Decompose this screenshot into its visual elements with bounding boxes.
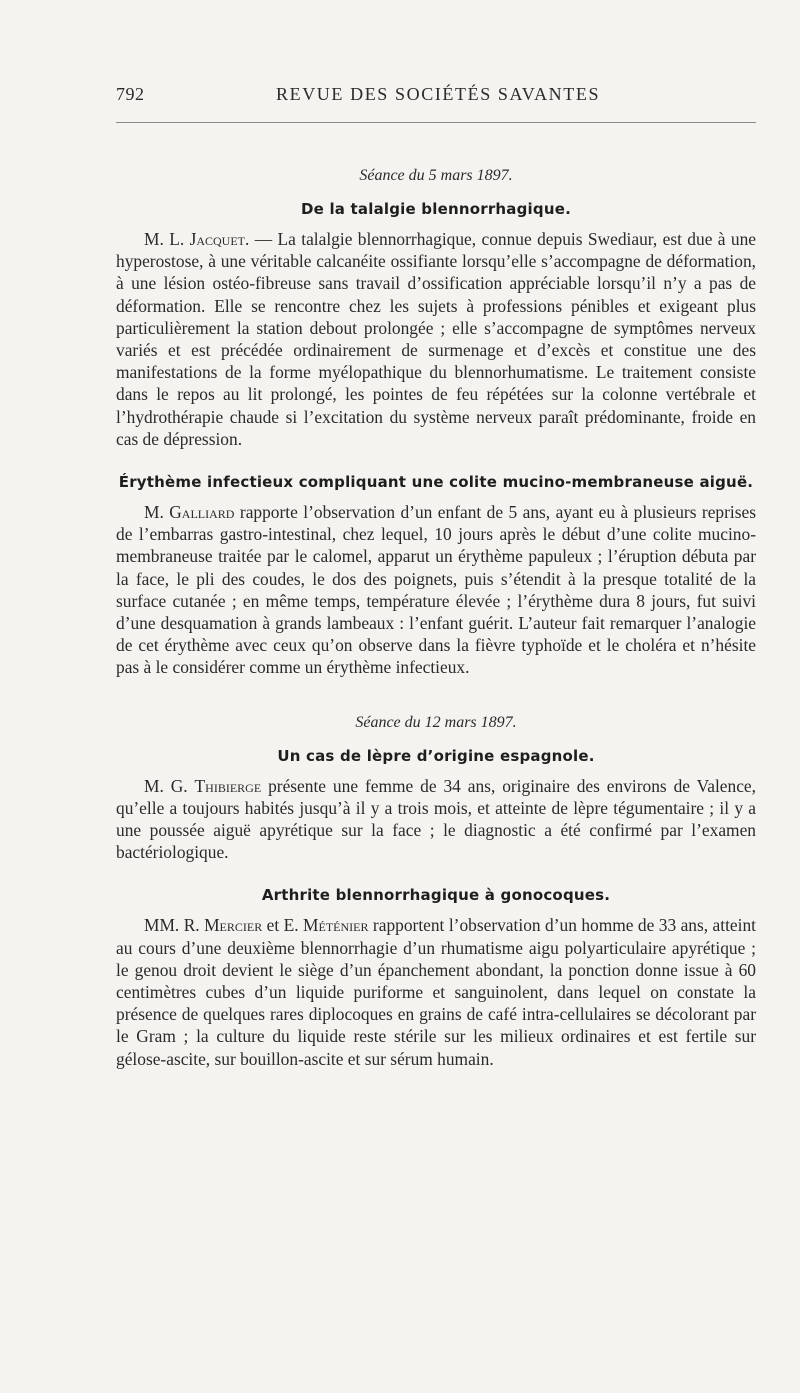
section-title: Érythème infectieux compliquant une colite mucino-membraneuse aiguë. bbox=[118, 473, 754, 492]
header-rule bbox=[116, 122, 756, 123]
page-header bbox=[116, 84, 756, 108]
author-prefix: M. bbox=[144, 502, 170, 523]
section-title: Arthrite blennorrhagique à gonocoques. bbox=[261, 886, 611, 905]
paragraph-text: rapportent l’observation d’un homme de 33 ans, atteint au cours d’une deuxième blennorrhagie d’un rhumatisme aigu polyarticulaire apyrétique ; le genou droit devient le siège d’un épanchement abondant, la ponction donne issue à 60 centimètres cubes d’un liquide puriforme et sanguinolent, dans lequel on constate la présence de quelques rares diplocoques en grains de café intra-cellulaires se décolorant par le Gram ; la culture du liquide reste stérile sur les milieux ordinaires et est fertile sur gélose-ascite, sur bouillon-ascite et sur sérum humain. bbox=[116, 915, 756, 1069]
section-paragraph bbox=[116, 228, 756, 450]
author-name: Mercier bbox=[204, 915, 263, 936]
section-paragraph bbox=[116, 775, 756, 864]
paragraph-text: . — La talalgie blennorrhagique, connue depuis Swediaur, est due à une hyperostose, à une véritable calcanéite ossifiante lorsqu’elle s’accompagne de déformation, à une lésion ostéo-fibreuse sans travail d’ossification appréciable lorsqu’il n’y a pas de déformation. Elle se rencontre chez les sujets à professions pénibles et exigeant plus particulièrement la station debout prolongée ; elle s’accompagne de symptômes nerveux variés et est précédée ordinairement de surmenage et d’excès et constitue une des manifestations de la forme myélopathique du blennorhumatisme. Le traitement consiste dans le repos au lit prolongé, les pointes de feu répétées sur la colonne vertébrale et l’hydrothérapie chaude si l’excitation du système nerveux paraît prédominante, froide en cas de dépression. bbox=[116, 229, 757, 449]
author-name: Jacquet bbox=[189, 229, 245, 249]
paragraph-text: rapporte l’observation d’un enfant de 5 ans, ayant eu à plusieurs reprises de l’embarras gastro-intestinal, chez lequel, 10 jours après le début d’une colite mucino-membraneuse traitée par le calomel, apparut un érythème papuleux ; l’éruption débuta par la face, le pli des coudes, le dos des poignets, puis s’étendit à la presque totalité de la surface cutanée ; en même temps, température élevée ; l’érythème dura 8 jours, fut suivi d’une desquamation à grands lambeaux : l’enfant guérit. L’auteur fait remarquer l’analogie de cet érythème avec ceux qu’on observe dans la fièvre typhoïde et le choléra et n’hésite pas à le considérer comme un érythème infectieux. bbox=[116, 502, 756, 678]
section-title: De la talalgie blennorrhagique. bbox=[301, 200, 571, 218]
author-name: Méténier bbox=[303, 915, 369, 936]
author-name: Thibierge bbox=[194, 775, 262, 796]
paragraph-text: présente une femme de 34 ans, originaire des environs de Valence, qu’elle a toujours habités jusqu’à il y a trois mois, et atteinte de lèpre tégumentaire ; il y a une poussée aiguë apyrétique sur la face ; le diagnostic a été confirmé par l’examen bactériologique. bbox=[116, 775, 756, 863]
author-prefix: M. G. bbox=[144, 775, 195, 796]
section-paragraph bbox=[116, 501, 756, 679]
page-number: 792 bbox=[116, 84, 145, 104]
author-name: Galliard bbox=[169, 502, 235, 523]
session-date: Séance du 12 mars 1897. bbox=[355, 713, 517, 731]
section-paragraph bbox=[116, 914, 756, 1069]
author-prefix: MM. R. bbox=[144, 915, 205, 936]
author-join: et E. bbox=[262, 915, 304, 936]
session-date: Séance du 5 mars 1897. bbox=[359, 167, 513, 184]
article-body bbox=[116, 166, 756, 1070]
author-prefix: M. L. bbox=[144, 229, 190, 249]
running-title: REVUE DES SOCIÉTÉS SAVANTES bbox=[276, 84, 601, 104]
section-title: Un cas de lèpre d’origine espagnole. bbox=[277, 746, 595, 765]
